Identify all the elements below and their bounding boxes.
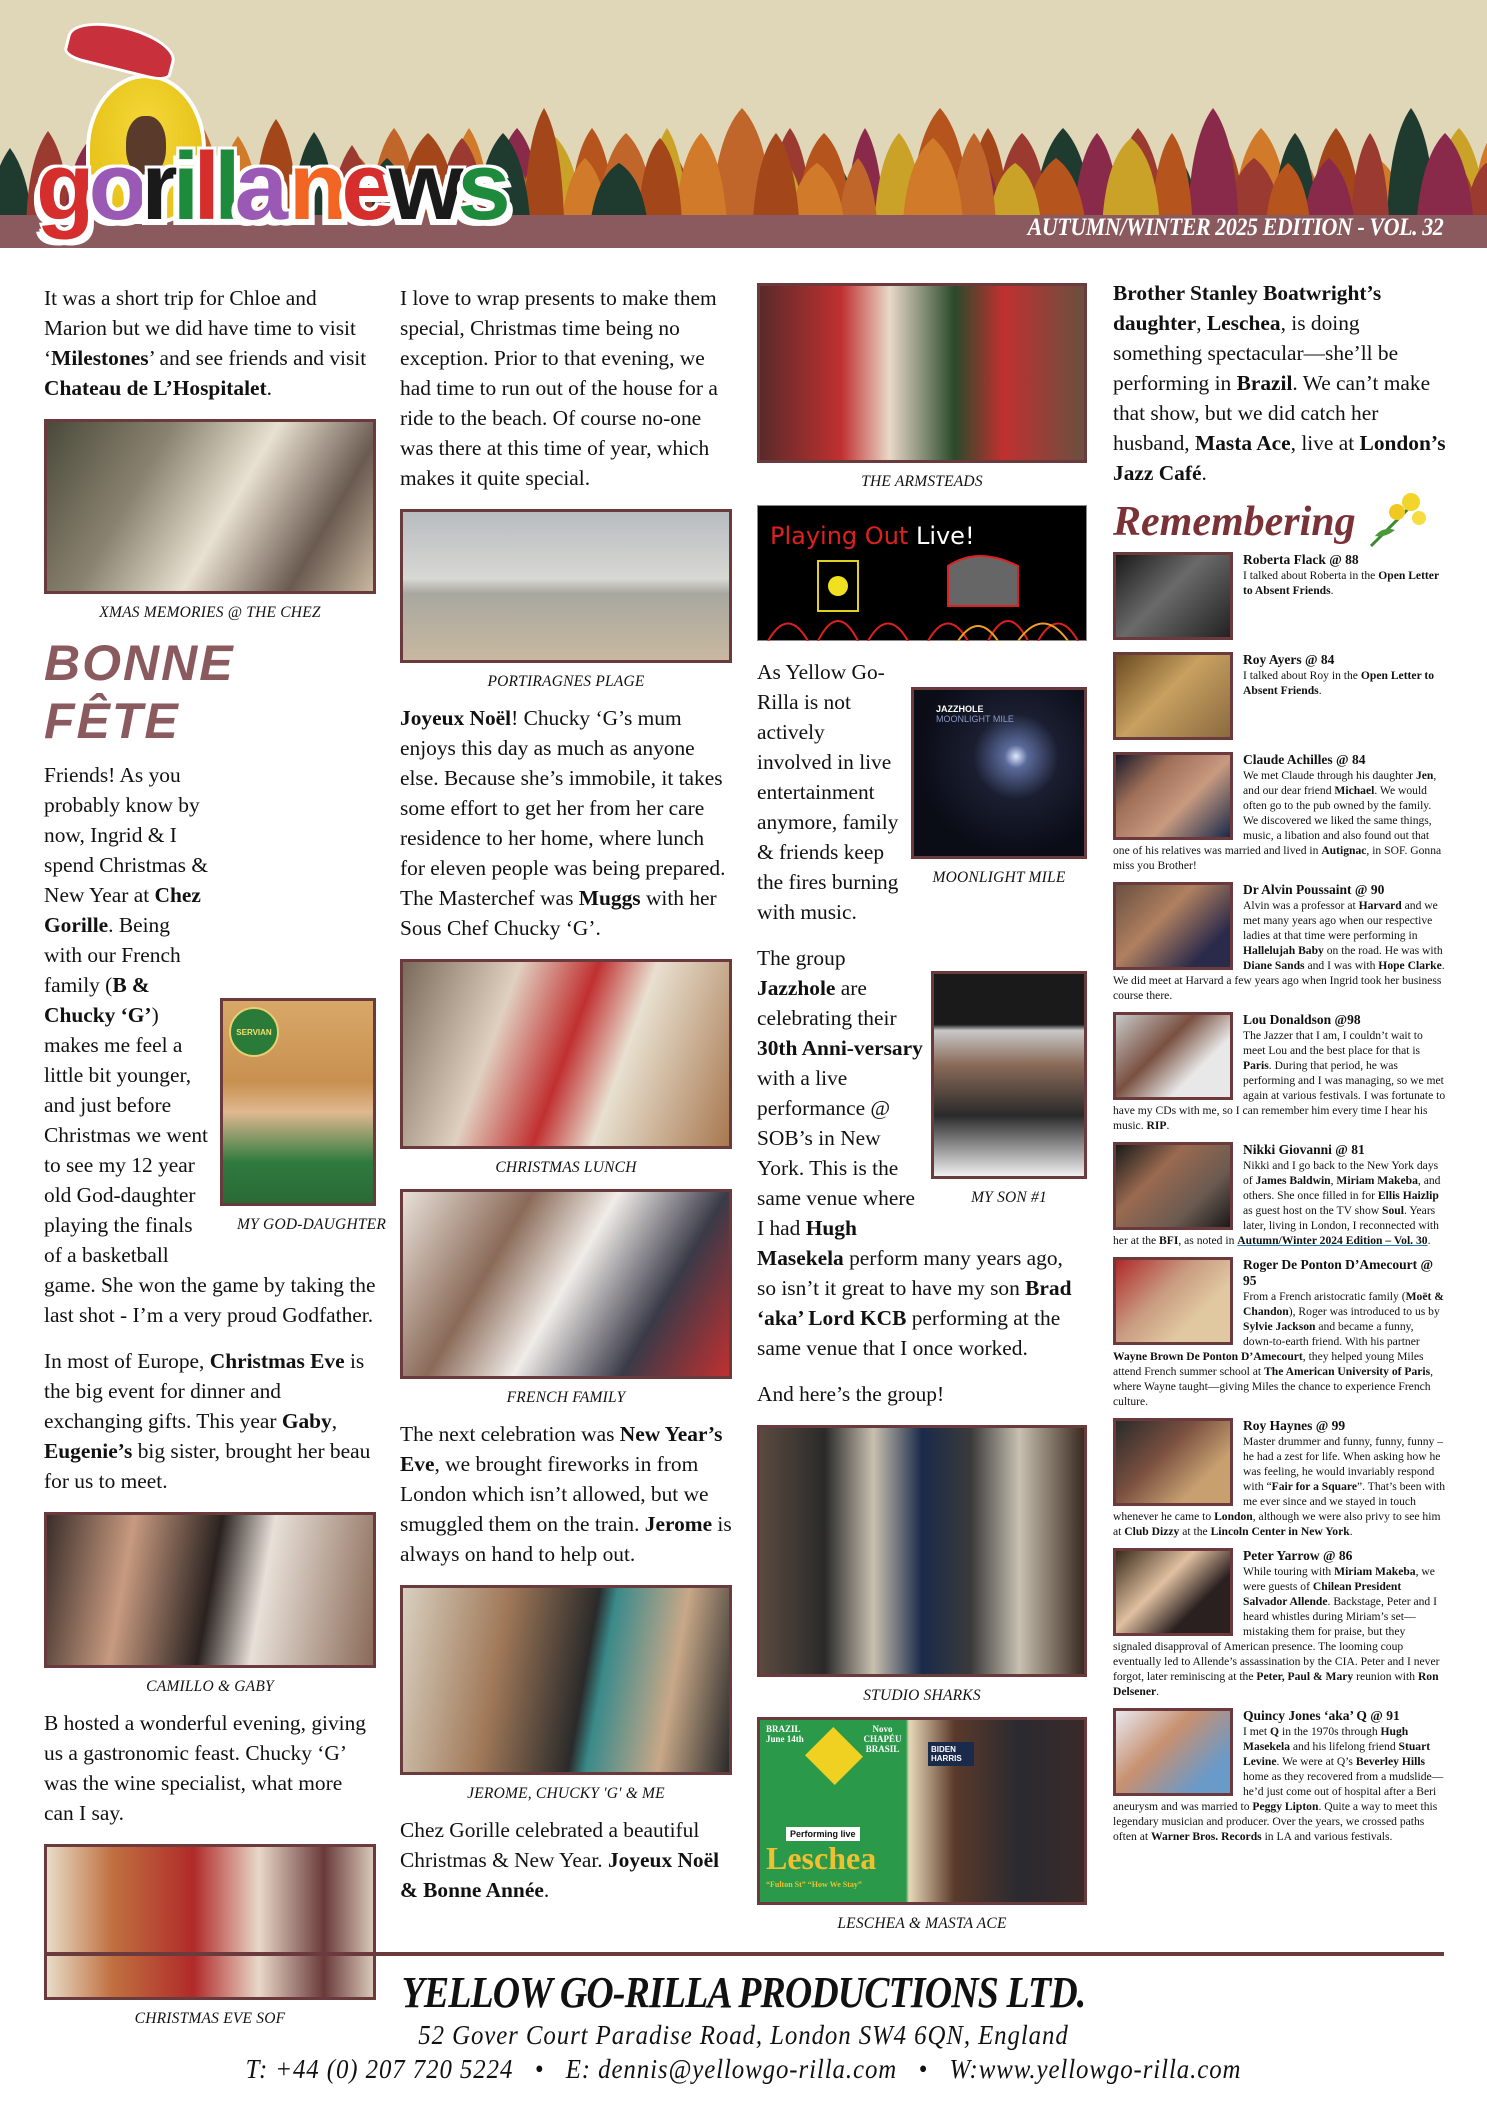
text-run: The next celebration was (400, 1422, 620, 1446)
memorial-photo (1113, 1548, 1233, 1636)
text-run: . (1166, 1119, 1170, 1132)
memorial-name: Roger De Ponton D’Amecourt @ 95 (1243, 1257, 1434, 1288)
memorial-entry (1113, 1012, 1446, 1133)
text-run: , and our dear friend (1243, 769, 1437, 797)
bold-text: Paris (1243, 1059, 1269, 1072)
memorial-entry (1113, 1142, 1446, 1248)
photo-caption: MY SON #1 (971, 1189, 1047, 1206)
bold-text: Joyeux Noël & Bonne Année (400, 1848, 720, 1902)
bold-text: Brother Stanley Boatwright’s daughter (1113, 281, 1382, 335)
armsteads-photo (757, 283, 1087, 463)
photo-caption: LESCHEA & MASTA ACE (837, 1915, 1007, 1932)
memorial-name: Roy Haynes @ 99 (1243, 1418, 1346, 1433)
bold-text: Peggy Lipton (1252, 1800, 1319, 1813)
company-name: YELLOW GO-RILLA PRODUCTIONS LTD. (401, 1968, 1086, 2017)
text-run: . (1349, 1525, 1353, 1538)
memorial-photo (1113, 652, 1233, 740)
bold-text: Wayne Brown De Ponton D’Amecourt (1113, 1350, 1303, 1363)
leschea-paragraph (1113, 278, 1446, 488)
bold-text: Eugenie’s (44, 1439, 133, 1463)
presents-paragraph (400, 283, 732, 493)
photo-caption: THE ARMSTEADS (861, 473, 983, 490)
photo-caption: STUDIO SHARKS (863, 1687, 981, 1704)
column-1 (44, 283, 386, 2040)
leaf-icon (1350, 133, 1390, 218)
bold-text: Warner Bros. Records (1151, 1830, 1262, 1843)
bold-text: 30th Anni-versary (757, 1036, 923, 1060)
bold-text: Gaby (281, 1409, 332, 1433)
text-run: I love to wrap presents to make them special, Christmas time being no exception. Prior to that evening, we had time to run out of the house for a ride to the beach. Of course no-one was there at this time of year, which makes it quite special. (400, 286, 718, 490)
cap-text: BIDEN HARRIS (928, 1742, 974, 1766)
remembering-title: Remembering (1113, 499, 1356, 545)
christmas-eve-paragraph (44, 1346, 376, 1496)
text-run: ) makes me feel a little bit younger, and just before Christmas we went to see my 12 year old God-daughter playing the finals of a basketball game. She won the game by taking the last shot - I’m a very proud Godfather. (44, 1003, 376, 1327)
text-run: . We would often go to the pub owned by the family. We discovered we liked the same things, music, a libation and also found out that one of his relatives was married and lived in (1113, 784, 1432, 857)
logo-letter: l (213, 133, 235, 240)
text-run: . (1318, 684, 1322, 697)
bold-text: Hugh Masekela (1243, 1725, 1409, 1753)
bold-text: The American University of Paris (1264, 1365, 1431, 1378)
bold-text: London (1214, 1510, 1253, 1523)
memorial-photo (1113, 882, 1233, 970)
closing-paragraph (400, 1815, 732, 1905)
memorial-text (1243, 669, 1434, 697)
leaf-icon (674, 133, 728, 218)
memorial-name: Quincy Jones ‘aka’ Q @ 91 (1243, 1708, 1400, 1723)
bold-text: RIP (1146, 1119, 1167, 1132)
playing-out-live-banner (757, 505, 1087, 641)
website-link[interactable]: W:www.yellowgo-rilla.com (949, 2054, 1242, 2084)
text-run: . (266, 376, 272, 400)
photo-caption: CHRISTMAS EVE SOF (134, 2010, 286, 2027)
photo-caption: FRENCH FAMILY (506, 1389, 626, 1406)
text-run: on the road. He was with (1323, 944, 1443, 957)
bold-text: Sylvie Jackson (1243, 1320, 1316, 1333)
photo-caption: MOONLIGHT MILE (932, 869, 1066, 886)
memorial-name: Dr Alvin Poussaint @ 90 (1243, 882, 1385, 897)
studio-sharks-photo (757, 1425, 1087, 1677)
text-run: . (1427, 1234, 1431, 1247)
text-run: And here’s the group! (757, 1382, 945, 1406)
jerome-chucky-photo (400, 1585, 732, 1775)
text-run: , and others. She once filled in for (1243, 1174, 1441, 1202)
bold-text: Hope Clarke (1378, 959, 1442, 972)
text-run: The group (757, 946, 846, 970)
edition-label: AUTUMN/WINTER 2025 EDITION - VOL. 32 (1027, 214, 1443, 241)
text-run: I met (1243, 1725, 1271, 1738)
logo-wordmark (36, 132, 505, 242)
text-run: . We were at Q’s (1276, 1755, 1356, 1768)
text-run: . We can’t make that show, but we did catch her husband, (1113, 371, 1431, 455)
memorial-name: Lou Donaldson @98 (1243, 1012, 1361, 1027)
text-run: Chez Gorille celebrated a beautiful Christmas & New Year. (400, 1818, 700, 1872)
text-run: The Jazzer that I am, I couldn’t wait to meet Lou and the best place for that is (1243, 1029, 1423, 1057)
moonlight-mile-figure (911, 687, 1087, 899)
text-run: As Yellow Go-Rilla is not actively involved in live entertainment anymore, family & friends keep the fires burning with music. (757, 660, 899, 924)
bold-text: BFI (1159, 1234, 1179, 1247)
bold-text: B & Chucky ‘G’ (44, 973, 152, 1027)
album-title: MOONLIGHT MILE (936, 714, 1014, 724)
text-run: B hosted a wonderful evening, giving us a gastronomic feast. Chucky ‘G’ was the wine specialist, what more can I say. (44, 1711, 366, 1825)
bold-text: James Baldwin (1255, 1174, 1331, 1187)
photo-caption: XMAS MEMORIES @ THE CHEZ (99, 604, 321, 621)
text-run: . We did meet at Harvard a few years ago when Ingrid took her business course there. (1113, 959, 1445, 1002)
logo-letter: n (288, 133, 342, 240)
text-run: . During that period, he was performing and I was managing, so we met again at various festivals. I was fortunate to have my CDs with me, so I can remember him every time I hear his music. (1113, 1059, 1446, 1132)
email-link[interactable]: E: dennis@yellowgo-rilla.com (565, 2054, 898, 2084)
text-run: ”. That’s been with me ever since and we stayed in touch whenever he came to (1113, 1480, 1446, 1523)
bold-text: Fair for a Square (1271, 1480, 1358, 1493)
text-run: . (1330, 584, 1334, 597)
text-run: and we met many years ago when our respective ladies at that time were performing in (1243, 899, 1438, 942)
memorial-name: Nikki Giovanni @ 81 (1243, 1142, 1365, 1157)
text-run: are celebrating their (757, 976, 897, 1030)
bold-text: Muggs (578, 886, 641, 910)
bold-text: Soul (1382, 1204, 1404, 1217)
bold-text: Moët & Chandon (1243, 1290, 1444, 1318)
edition-link[interactable]: Autumn/Winter 2024 Edition – Vol. 30 (1237, 1234, 1428, 1247)
memorial-entry (1113, 752, 1446, 873)
separator: • (918, 2054, 929, 2084)
bold-text: Michael (1334, 784, 1375, 797)
text-run: , as noted in (1178, 1234, 1238, 1247)
text-run: reunion with (1353, 1670, 1418, 1683)
text-run: , although we were also privy to see him at (1113, 1510, 1441, 1538)
bold-text: London’s Jazz Café (1113, 431, 1446, 485)
joyeux-noel-paragraph (400, 703, 732, 943)
logo-letter: s (457, 133, 505, 240)
text-run: as guest host on the TV show (1243, 1204, 1383, 1217)
logo-letter: e (341, 133, 389, 240)
text-run: and I was with (1304, 959, 1379, 972)
text-run: , live at (1290, 431, 1360, 455)
intro-paragraph (44, 283, 376, 403)
memorial-name: Roberta Flack @ 88 (1243, 552, 1359, 567)
bold-text: Ron Delsener (1113, 1670, 1439, 1698)
text-run: Nikki and I go back to the New York days of (1243, 1159, 1439, 1187)
text-run: , (331, 1409, 338, 1433)
memorial-text (1243, 569, 1439, 597)
column-4 (1113, 278, 1446, 1853)
text-run: . Years later, living in London, I reconnected with her at the (1113, 1204, 1439, 1247)
footer (0, 1968, 1487, 2086)
memorial-photo (1113, 1708, 1233, 1796)
bold-text: Jazzhole (757, 976, 836, 1000)
text-run: . Quite a way to meet this legendary musician and producer. Over the years, we crossed paths often at (1113, 1800, 1438, 1843)
memorial-entry (1113, 1418, 1446, 1539)
bonne-fete-heading: BONNE FÊTE (44, 635, 235, 749)
bold-text: Hallelujah Baby (1243, 944, 1324, 957)
column-2 (400, 283, 732, 1921)
bold-text: Lincoln Center in New York (1210, 1525, 1350, 1538)
bold-text: Leschea (1206, 311, 1281, 335)
bold-text: Miriam Makeba (1336, 1174, 1418, 1187)
bold-text: Joyeux Noël (400, 706, 512, 730)
text-run: It was a short trip for Chloe and Marion but we did have time to visit ‘ (44, 286, 356, 370)
memorial-photo (1113, 1418, 1233, 1506)
leaf-icon (1187, 108, 1239, 218)
text-run: ), Roger was introduced to us by (1288, 1305, 1440, 1318)
text-run: big sister, brought her beau for us to meet. (44, 1439, 371, 1493)
text-run: ! Chucky ‘G’s mum enjoys this day as much as anyone else. Because she’s immobile, it takes some effort to get her from her care residence to her home, where lunch for eleven people was being prepared. The Masterchef was (400, 706, 726, 910)
text-run: perform many years ago, so isn’t it great to have my son (757, 1246, 1063, 1300)
photo-caption: CHRISTMAS LUNCH (495, 1159, 637, 1176)
poster-name: Leschea (766, 1840, 877, 1876)
memorial-entry (1113, 882, 1446, 1003)
bold-text: Autignac (1321, 844, 1367, 857)
bold-text: Open Letter to Absent Friends (1243, 669, 1435, 697)
text-run: at the (1179, 1525, 1211, 1538)
logo-letter: i (172, 133, 194, 240)
memorial-name: Claude Achilles @ 84 (1243, 752, 1366, 767)
text-run: Alvin was a professor at (1243, 899, 1359, 912)
text-run: , is doing something spectacular—she’ll be performing in (1113, 311, 1399, 395)
text-run: in LA and various festivals. (1261, 1830, 1393, 1843)
memorial-entry (1113, 1257, 1446, 1409)
text-run: , we brought fireworks in from London which isn’t allowed, but we smuggled them on the train. (400, 1452, 709, 1536)
remembering-heading (1113, 498, 1446, 546)
text-run: with a live performance @ SOB’s in New York. This is the same venue where I had (757, 1066, 915, 1240)
poster-songs: “Fulton St” “How We Stay” (766, 1880, 862, 1889)
memorial-name: Roy Ayers @ 84 (1243, 652, 1335, 667)
bold-text: Harvard (1358, 899, 1402, 912)
text-run: and his lifelong friend (1290, 1740, 1399, 1753)
logo-letter: w (388, 133, 458, 240)
leaf-icon (1102, 138, 1161, 218)
bold-text: Chez Gorille (44, 883, 201, 937)
bold-text: Chilean President Salvador Allende (1243, 1580, 1402, 1608)
memorial-photo (1113, 1142, 1233, 1230)
logo-letter: a (234, 133, 283, 240)
contact-line (59, 2052, 1427, 2086)
group-intro (757, 1379, 1087, 1409)
moonlight-mile-album-cover (911, 687, 1087, 859)
text-run: . Backstage, Peter and I heard whistles during Miriam’s set—mistaking them for praise, but they signaled disapproval of American presence. The looming coup eventually led to Allende’s assassination by the CIA. Peter and I never forgot, later reminiscing at the (1113, 1595, 1440, 1683)
text-run: is the big event for dinner and exchanging gifts. This year (44, 1349, 365, 1433)
new-years-eve-paragraph (400, 1419, 732, 1569)
photo-caption: PORTIRAGNES PLAGE (487, 673, 645, 690)
text-run: . (1156, 1685, 1160, 1698)
servian-badge-icon: SERVIAN (229, 1007, 279, 1057)
bold-text: Masta Ace (1195, 431, 1291, 455)
bold-text: Christmas Eve (209, 1349, 345, 1373)
text-run: Master drummer and funny, funny, funny – he had a zest for life. When asking how he was feeling, he would invariably respond with “ (1243, 1435, 1444, 1493)
poster-venue: Novo CHAPÉU BRASIL (863, 1724, 902, 1754)
bold-text: Brad ‘aka’ Lord KCB (757, 1276, 1072, 1330)
memorial-photo (1113, 752, 1233, 840)
text-run: I talked about Roberta in the (1243, 569, 1379, 582)
text-run: with her Sous Chef Chucky ‘G’. (400, 886, 717, 940)
photo-caption: CAMILLO & GABY (146, 1678, 274, 1695)
portiragnes-beach-photo (400, 509, 732, 663)
leschea-masta-ace-photo (757, 1717, 1087, 1905)
text-run: and became a funny, down-to-earth friend. With his partner (1243, 1320, 1420, 1348)
memorial-entry (1113, 652, 1446, 743)
logo-letter: l (193, 133, 214, 240)
logo-letter: o (88, 133, 142, 240)
text-run: We met Claude through his daughter (1243, 769, 1416, 782)
crowd-illustration (758, 546, 1088, 641)
bold-text: Peter, Paul & Mary (1256, 1670, 1354, 1683)
camillo-gaby-photo (44, 1512, 376, 1668)
footer-rule (44, 1952, 1444, 1956)
bold-text: Open Letter to Absent Friends (1243, 569, 1439, 597)
bold-text: Q (1270, 1725, 1280, 1738)
hat-icon (62, 13, 180, 83)
text-run: In most of Europe, (44, 1349, 210, 1373)
text-run: , we were guests of (1243, 1565, 1435, 1593)
bold-text: Jerome (644, 1512, 713, 1536)
gorilla-news-logo[interactable] (36, 34, 536, 248)
goddaughter-photo (220, 998, 376, 1206)
bold-text: Diane Sands (1243, 959, 1305, 972)
masthead (0, 0, 1487, 248)
french-family-photo (400, 1189, 732, 1379)
christmas-lunch-photo (400, 959, 732, 1149)
phone: T: +44 (0) 207 720 5224 (245, 2054, 514, 2084)
memorial-photo (1113, 552, 1233, 640)
text-run: , (1196, 311, 1207, 335)
bold-text: Milestones (51, 346, 149, 370)
logo-letter: g (36, 133, 89, 240)
memorial-entry (1113, 1548, 1446, 1699)
yellow-flowers-icon (1361, 486, 1431, 550)
bold-text: Ellis Haizlip (1377, 1189, 1439, 1202)
bold-text: Club Dizzy (1124, 1525, 1180, 1538)
text-run: . (543, 1878, 550, 1902)
poster-performing: Performing live (786, 1827, 860, 1841)
poster-date: BRAZIL June 14th (766, 1724, 804, 1744)
bold-text: Brazil (1236, 371, 1293, 395)
my-son-figure (931, 971, 1087, 1219)
photo-caption: JEROME, CHUCKY 'G' & ME (467, 1785, 665, 1802)
logo-letter: r (141, 133, 173, 240)
column-3 (757, 283, 1087, 1945)
goddaughter-figure (220, 998, 386, 1246)
text-run: . Being with our French family ( (44, 913, 181, 997)
memorial-entry (1113, 552, 1446, 643)
remembering-list (1113, 552, 1446, 1844)
text-run: is always on hand to help out. (400, 1512, 732, 1566)
bold-text: Chateau de L’Hospitalet (44, 376, 267, 400)
xmas-memories-photo (44, 419, 376, 594)
text-run: in the 1970s through (1279, 1725, 1381, 1738)
bold-text: Hugh Masekela (757, 1216, 857, 1270)
text-run: , they helped young Miles attend French summer school at (1113, 1350, 1424, 1378)
my-son-photo (931, 971, 1087, 1179)
memorial-photo (1113, 1257, 1233, 1345)
text-run: While touring with (1243, 1565, 1335, 1578)
bold-text: New Year’s Eve (400, 1422, 723, 1476)
text-run: , where Wayne taught—giving Miles the chance to experience French culture. (1113, 1365, 1434, 1408)
company-address: 52 Gover Court Paradise Road, London SW4 6QN, England (418, 2020, 1069, 2050)
photo-caption: MY GOD-DAUGHTER (237, 1216, 386, 1233)
text-run: From a French aristocratic family ( (1243, 1290, 1406, 1303)
bold-text: Stuart Levine (1243, 1740, 1431, 1768)
text-run: , (1330, 1174, 1337, 1187)
text-run: home as they recovered from a mudslide—he’d just come out of hospital after a Beri aneurysm and was married to (1113, 1770, 1444, 1813)
bold-text: Jen (1415, 769, 1434, 782)
album-artist: JAZZHOLE (936, 704, 984, 714)
text-run: , in SOF. Gonna miss you Brother! (1113, 844, 1442, 872)
gastronomic-paragraph (44, 1708, 376, 1828)
text-run: I talked about Roy in the (1243, 669, 1361, 682)
text-run: ’ and see friends and visit (148, 346, 367, 370)
banner-title: Playing Out Live! (770, 522, 975, 550)
memorial-entry (1113, 1708, 1446, 1844)
text-run: Friends! As you probably know by now, Ingrid & I spend Christmas & New Year at (44, 763, 208, 907)
bold-text: Beverley Hills (1355, 1755, 1426, 1768)
separator: • (534, 2054, 545, 2084)
text-run: performing at the same venue that I once worked. (757, 1306, 1061, 1360)
memorial-name: Peter Yarrow @ 86 (1243, 1548, 1353, 1563)
bold-text: Miriam Makeba (1334, 1565, 1416, 1578)
text-run: . (1201, 461, 1207, 485)
memorial-photo (1113, 1012, 1233, 1100)
